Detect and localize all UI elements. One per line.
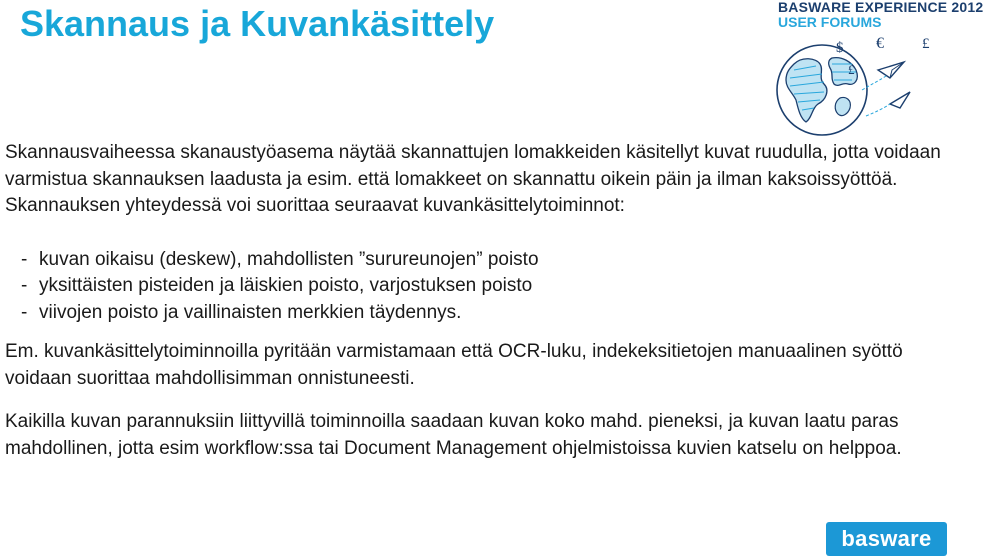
list-item-text: viivojen poisto ja vaillinaisten merkkien täydennys. (39, 301, 462, 323)
image-quality-paragraph: Kaikilla kuvan parannuksiin liittyvillä toiminnoilla saadaan kuvan koko mahd. pieneksi, ja kuvan laatu paras mahdollinen, jotta esim workflow:ssa tai Document Management ohjelmistoissa kuvien katselu on helppoa. (5, 411, 902, 459)
list-item (5, 300, 953, 327)
event-brand (778, 0, 983, 30)
svg-text:€: € (876, 35, 884, 52)
globe-icon (772, 34, 960, 138)
list-item (5, 247, 953, 274)
logo-text: basware (841, 526, 932, 551)
svg-text:£: £ (922, 36, 930, 52)
svg-text:£: £ (848, 62, 855, 77)
event-subtitle: USER FORUMS (778, 14, 882, 30)
ocr-paragraph: Em. kuvankäsittelytoiminnoilla pyritään varmistamaan että OCR-luku, indekeksitietojen manuaalinen syöttö voidaan suorittaa mahdollisimman onnistuneesti. (5, 341, 903, 389)
basware-logo (826, 522, 947, 556)
list-dash: - (21, 275, 28, 296)
intro-paragraph: Skannausvaiheessa skanaustyöasema näytää skannattujen lomakkeiden käsitellyt kuvat ruudulla, jotta voidaan varmistua skannauksen laadusta ja esim. että lomakkeet on skannattu oikein päin ja ilman kaksoissyöttöä. Skannauksen yhteydessä voi suorittaa seuraavat kuvankäsittelytoiminnot: (5, 142, 941, 216)
list-item (5, 273, 953, 300)
event-name: BASWARE EXPERIENCE 2012 (778, 0, 983, 15)
list-item-text: kuvan oikaisu (deskew), mahdollisten ”surureunojen” poisto (39, 248, 539, 270)
page-title: Skannaus ja Kuvankäsittely (20, 3, 495, 44)
list-item-text: yksittäisten pisteiden ja läiskien poisto, varjostuksen poisto (39, 275, 533, 296)
svg-text:$: $ (836, 40, 844, 56)
list-dash: - (21, 248, 28, 270)
list-dash: - (21, 301, 28, 323)
slide-body (5, 140, 953, 462)
